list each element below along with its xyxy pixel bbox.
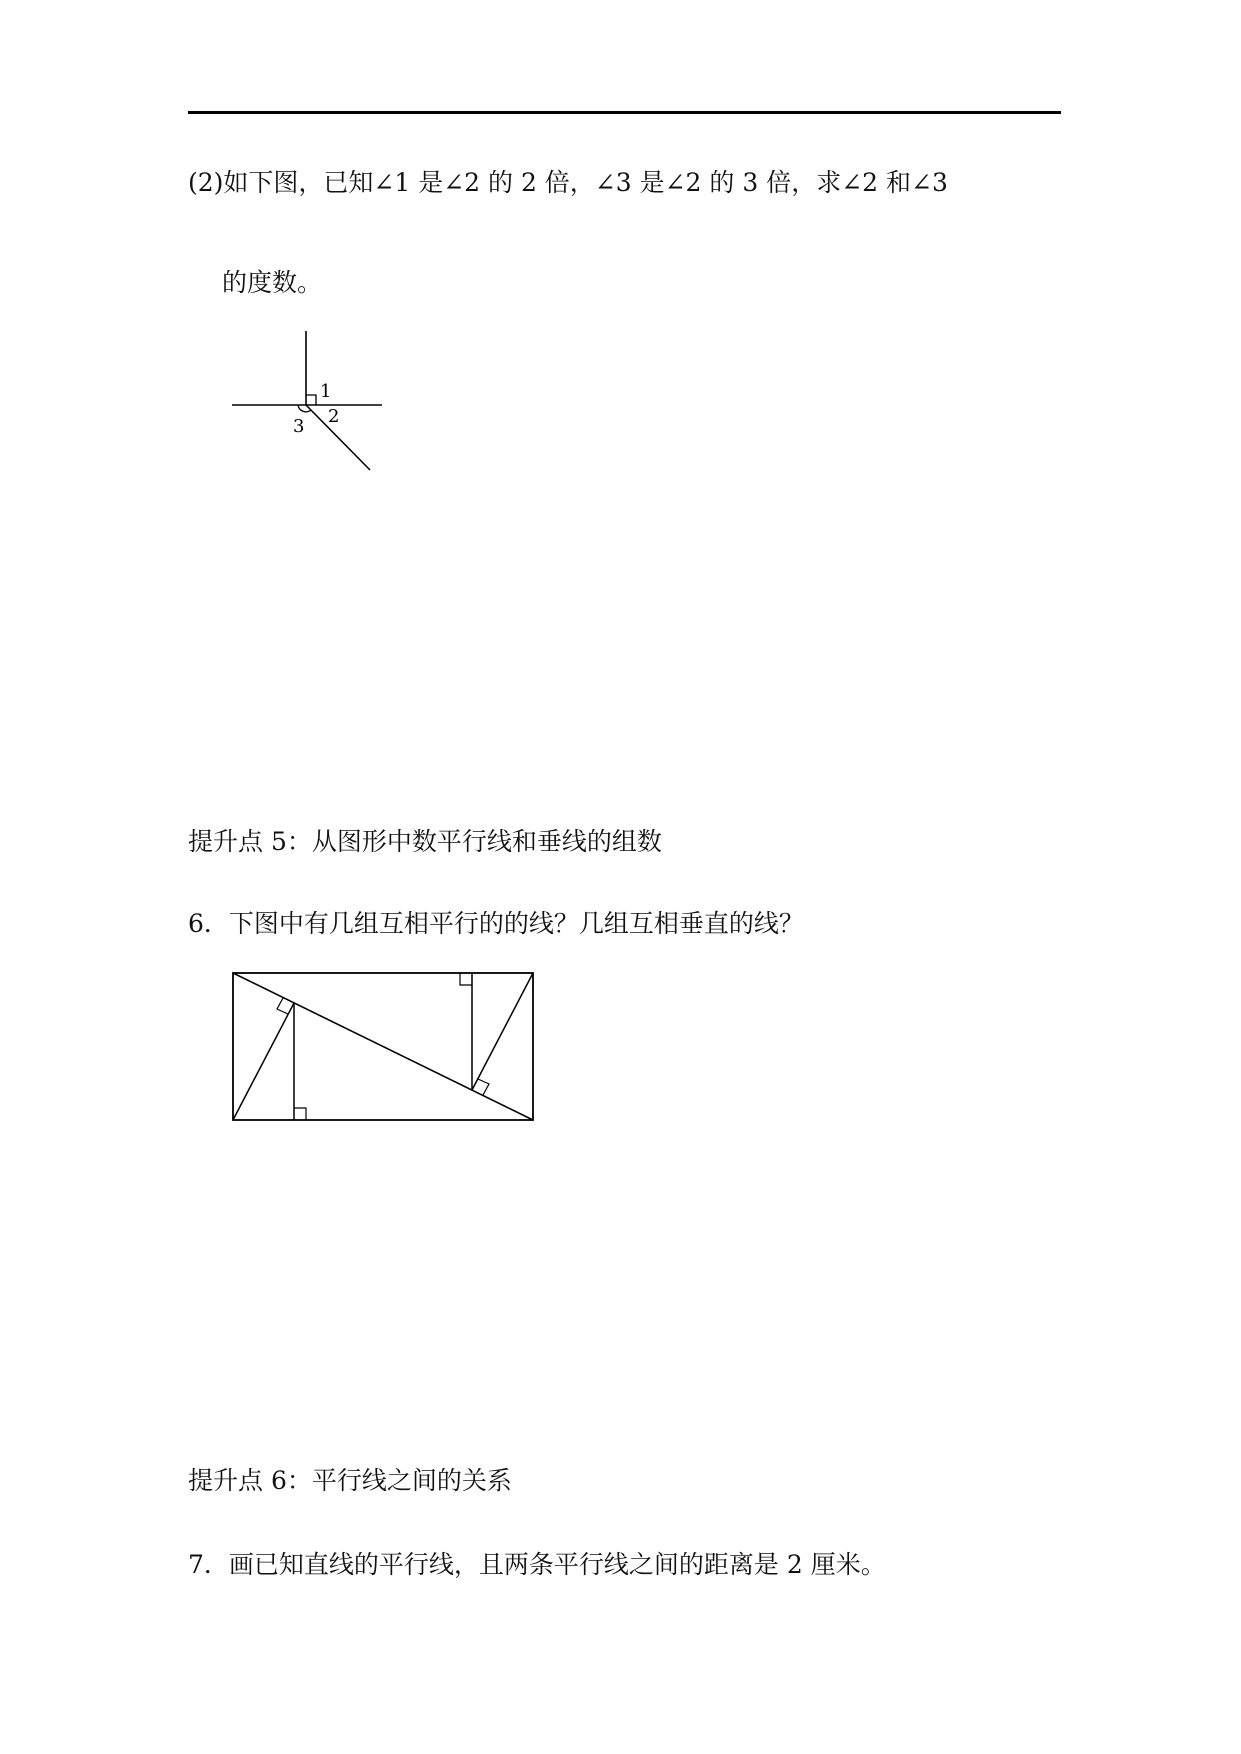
question-2-line-2: 的度数。 (222, 268, 323, 297)
right-angle-mark-top (460, 973, 472, 985)
angle-label-2: 2 (328, 406, 340, 427)
question-6-text: 6．下图中有几组互相平行的的线？几组互相垂直的线？ (188, 909, 804, 938)
right-angle-mark-left-diagonal (277, 998, 288, 1014)
section-6-heading: 提升点 6：平行线之间的关系 (188, 1466, 512, 1495)
angle-label-3: 3 (293, 416, 305, 437)
section-5-heading: 提升点 5：从图形中数平行线和垂线的组数 (188, 827, 662, 856)
question-2-line-1: (2)如下图，已知∠1 是∠2 的 2 倍，∠3 是∠2 的 3 倍，求∠2 和∠3 (188, 168, 948, 197)
left-perpendicular-segment (233, 1003, 294, 1120)
rectangle-diagram (0, 0, 560, 1130)
diagonal-line (233, 973, 533, 1120)
right-angle-mark-bottom (294, 1108, 306, 1120)
right-angle-mark-right-diagonal (478, 1079, 489, 1095)
question-7-text: 7．画已知直线的平行线，且两条平行线之间的距离是 2 厘米。 (188, 1550, 886, 1579)
angle-label-1: 1 (320, 381, 332, 402)
right-perpendicular-segment (472, 973, 533, 1090)
